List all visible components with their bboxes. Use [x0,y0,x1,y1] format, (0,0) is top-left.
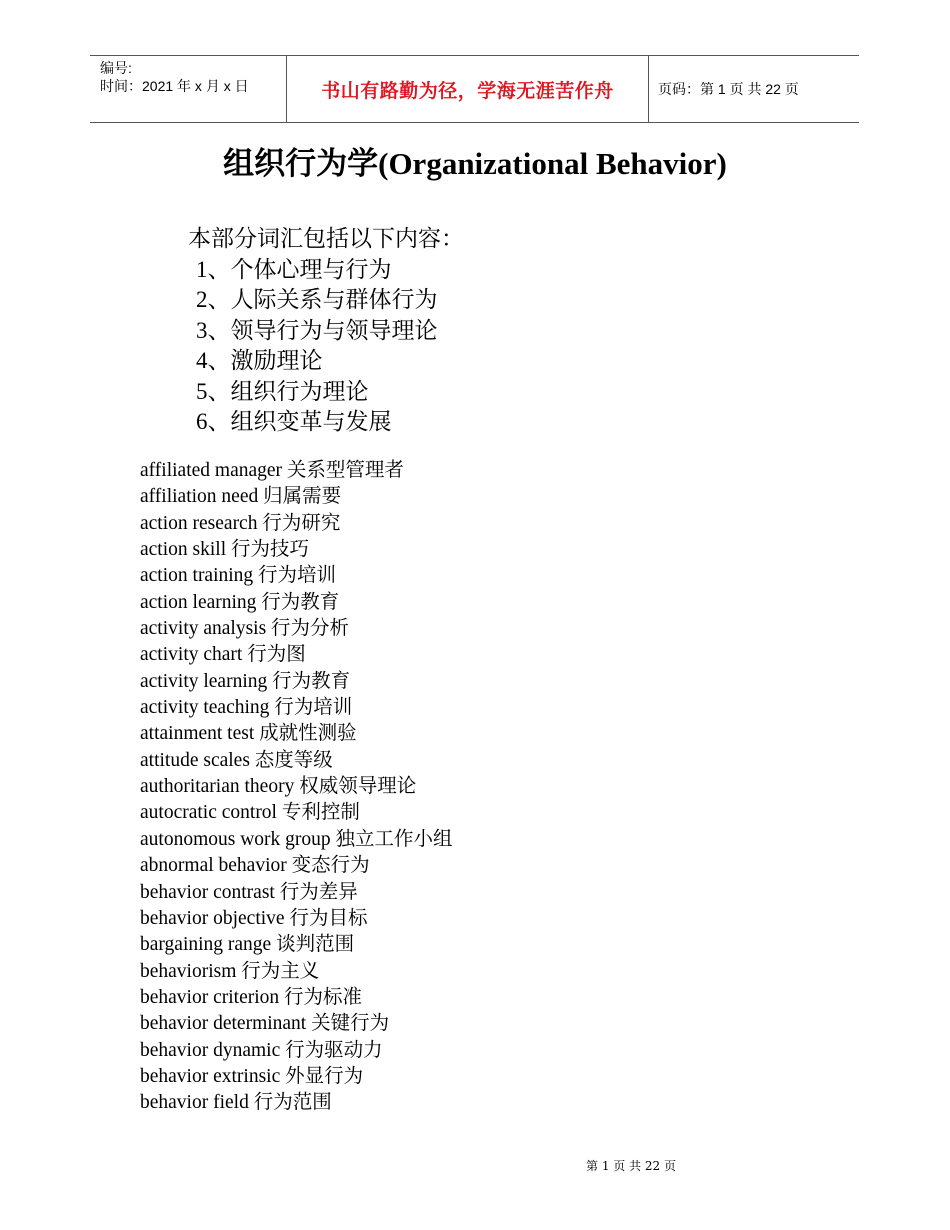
page-footer: 第 1 页 共 22 页 [586,1159,676,1173]
vocab-entry: action skill 行为技巧 [140,539,309,561]
doc-code-label: 编号: [100,60,132,76]
vocab-entry: authoritarian theory 权威领导理论 [140,776,417,798]
vocab-entry: attainment test 成就性测验 [140,723,357,745]
header-motto: 书山有路勤为径，学海无涯苦作舟 [321,79,614,102]
page-header [90,55,859,123]
topic-item: 5、组织行为理论 [196,378,369,404]
doc-time-label: 时间：2021 年 x 月 x 日 [100,78,249,94]
vocab-entry: attitude scales 态度等级 [140,749,333,771]
vocab-entry: behavior criterion 行为标准 [140,986,363,1008]
vocab-entry: activity chart 行为图 [140,644,306,666]
topic-item: 3、领导行为与领导理论 [196,317,438,343]
vocab-entry: action learning 行为教育 [140,591,340,613]
header-page-cell [649,56,859,122]
vocab-entry: activity teaching 行为培训 [140,697,353,719]
vocab-entry: behavior field 行为范围 [140,1092,332,1114]
vocabulary-list [140,458,453,1117]
vocab-entry: behavior contrast 行为差异 [140,881,358,903]
vocab-entry: affiliated manager 关系型管理者 [140,460,404,481]
vocab-entry: behavior determinant 关键行为 [140,1013,390,1035]
vocab-entry: action training 行为培训 [140,565,337,587]
topic-item: 6、组织变革与发展 [196,409,392,434]
header-meta [90,56,286,122]
header-motto-cell [286,56,649,122]
topic-item: 2、人际关系与群体行为 [196,287,438,312]
vocab-entry: autocratic control 专利控制 [140,802,360,824]
vocab-entry: activity learning 行为教育 [140,670,351,692]
vocab-entry: behavior extrinsic 外显行为 [140,1065,364,1087]
vocab-entry: abnormal behavior 变态行为 [140,855,370,877]
header-page-info: 页码：第 1 页 共 22 页 [658,81,799,97]
intro-section [188,224,464,438]
vocab-entry: autonomous work group 独立工作小组 [140,828,453,850]
intro-lead: 本部分词汇包括以下内容： [188,226,464,251]
topic-item: 1、个体心理与行为 [196,256,392,282]
vocab-entry: behavior objective 行为目标 [140,907,368,929]
vocab-entry: behavior dynamic 行为驱动力 [140,1039,383,1061]
topic-item: 4、激励理论 [196,348,323,373]
vocab-entry: activity analysis 行为分析 [140,618,350,640]
vocab-entry: affiliation need 归属需要 [140,486,342,508]
vocab-entry: behaviorism 行为主义 [140,960,320,982]
vocab-entry: bargaining range 谈判范围 [140,934,355,956]
document-title: 组织行为学(Organizational Behavior) [223,146,727,181]
vocab-entry: action research 行为研究 [140,512,341,534]
